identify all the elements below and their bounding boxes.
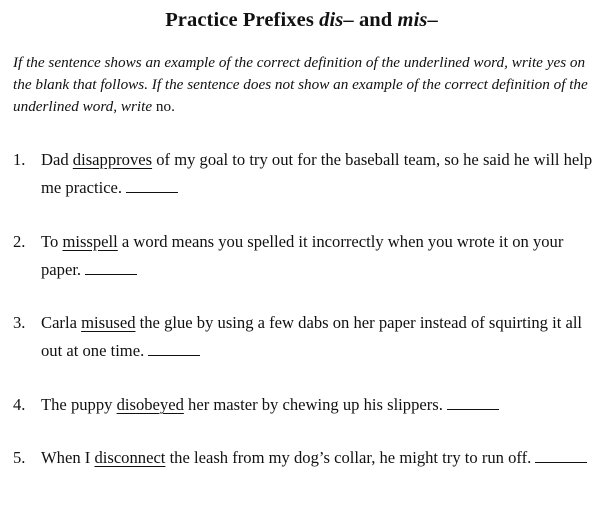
question-text [41,228,593,284]
question-text-before: The puppy [41,395,117,414]
title-text-mid: – and [343,9,398,31]
question-text-after: her master by chewing up his slippers. [183,395,443,414]
question-text [41,444,593,472]
question-text-before: When I [41,448,95,467]
instructions [13,52,598,118]
question-text [41,391,593,419]
question-number: 2. [13,232,26,251]
question-text-after: the glue by using a few dabs on her paper instead of squirting it all out at one time. [41,313,583,360]
answer-blank[interactable] [447,395,499,410]
underlined-word: disapproves [72,150,153,169]
question-number: 1. [13,150,26,169]
worksheet-title [0,9,603,32]
question-text-before: To [41,232,63,251]
title-text-end: – [427,9,438,31]
underlined-word: disconnect [94,448,166,467]
answer-blank[interactable] [126,178,178,193]
question-text-after: a word means you spelled it incorrectly when you wrote it on your paper. [41,232,564,279]
answer-blank[interactable] [148,341,200,356]
question-text [41,146,593,202]
underlined-word: misused [81,313,136,332]
underlined-word: misspell [62,232,118,251]
question-2 [13,228,593,284]
instructions-text: If the sentence shows an example of the correct definition of the underlined word, write yes on the blank that follows. If the sentence does not show an example of the correct definition of the underlined word, write [13,54,588,115]
question-3 [13,309,593,365]
question-text-after: of my goal to try out for the baseball team, so he said he will help me practice. [41,150,593,197]
question-number: 3. [13,313,26,332]
title-text-start: Practice Prefixes [165,9,320,31]
question-5 [13,444,593,472]
question-number: 4. [13,395,26,414]
question-4 [13,391,593,419]
title-prefix-mis: mis [397,9,428,31]
question-text-before: Carla [41,313,82,332]
question-text-after: the leash from my dog’s collar, he might try to run off. [165,448,532,467]
question-number: 5. [13,448,26,467]
answer-blank[interactable] [535,448,587,463]
question-text [41,309,593,365]
title-prefix-dis: dis [319,9,344,31]
instructions-no-word: no [155,98,172,115]
underlined-word: disobeyed [116,395,184,414]
question-1 [13,146,593,202]
question-text-before: Dad [41,150,73,169]
instructions-end: . [171,98,175,115]
answer-blank[interactable] [85,260,137,275]
